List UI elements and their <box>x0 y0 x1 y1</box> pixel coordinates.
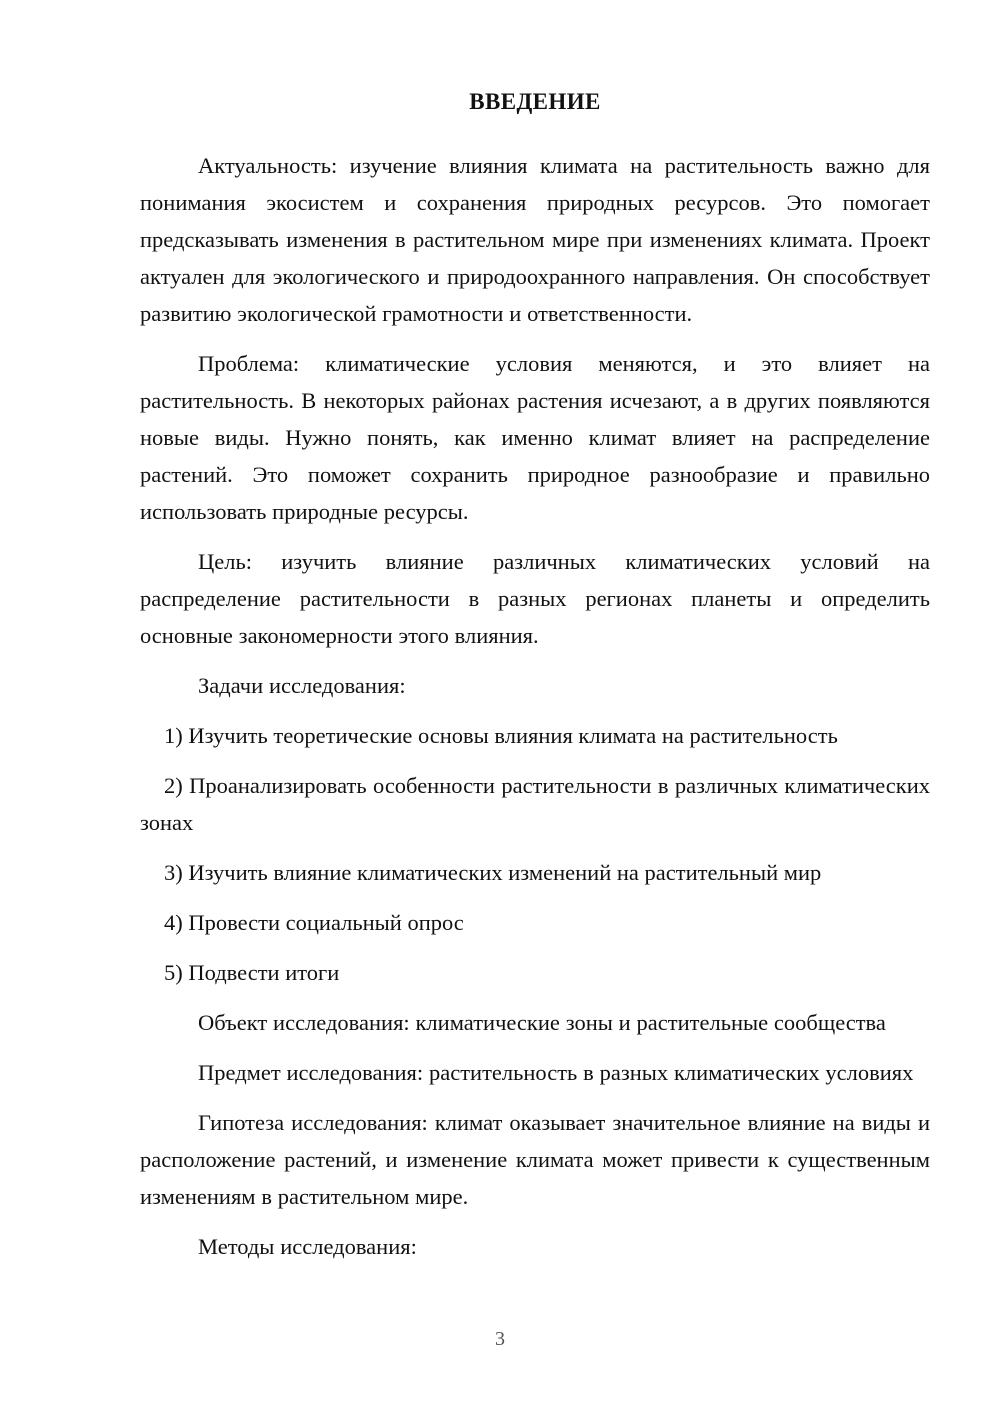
paragraph-goal: Цель: изучить влияние различных климатических условий на распределение растительности в разных регионах планеты и определить основные закономерности этого влияния. <box>140 548 930 648</box>
paragraph-relevance: Актуальность: изучение влияния климата на растительность важно для понимания экосистем и сохранения природных ресурсов. Это помогает предсказывать изменения в растительном мире при изменениях климата. Проект актуален для экологического и природоохранного направления. Он способствует развитию экологической грамотности и ответственности. <box>140 152 930 326</box>
heading-methods: Методы исследования: <box>198 1233 417 1259</box>
task-item: 4) Провести социальный опрос <box>164 909 464 935</box>
paragraph-hypothesis: Гипотеза исследования: климат оказывает значительное влияние на виды и расположение растений, и изменение климата может привести к существенным изменениям в растительном мире. <box>140 1109 930 1209</box>
page-content <box>140 88 930 1278</box>
task-item: 3) Изучить влияние климатических изменений на растительный мир <box>164 859 822 885</box>
task-item: 1) Изучить теоретические основы влияния климата на растительность <box>164 722 838 748</box>
heading-tasks: Задачи исследования: <box>198 672 406 698</box>
task-item: 5) Подвести итоги <box>164 959 340 985</box>
task-item: 2) Проанализировать особенности растительности в различных климатических зонах <box>140 772 930 835</box>
paragraph-subject: Предмет исследования: растительность в разных климатических условиях <box>198 1059 914 1085</box>
paragraph-problem: Проблема: климатические условия меняются, и это влияет на растительность. В некоторых районах растения исчезают, а в других появляются новые виды. Нужно понять, как именно климат влияет на распределение растений. Это поможет сохранить природное разнообразие и правильно использовать природные ресурсы. <box>140 350 930 524</box>
page-title: ВВЕДЕНИЕ <box>469 89 601 114</box>
paragraph-object: Объект исследования: климатические зоны и растительные сообщества <box>198 1009 886 1035</box>
page-number: 3 <box>495 1328 505 1350</box>
